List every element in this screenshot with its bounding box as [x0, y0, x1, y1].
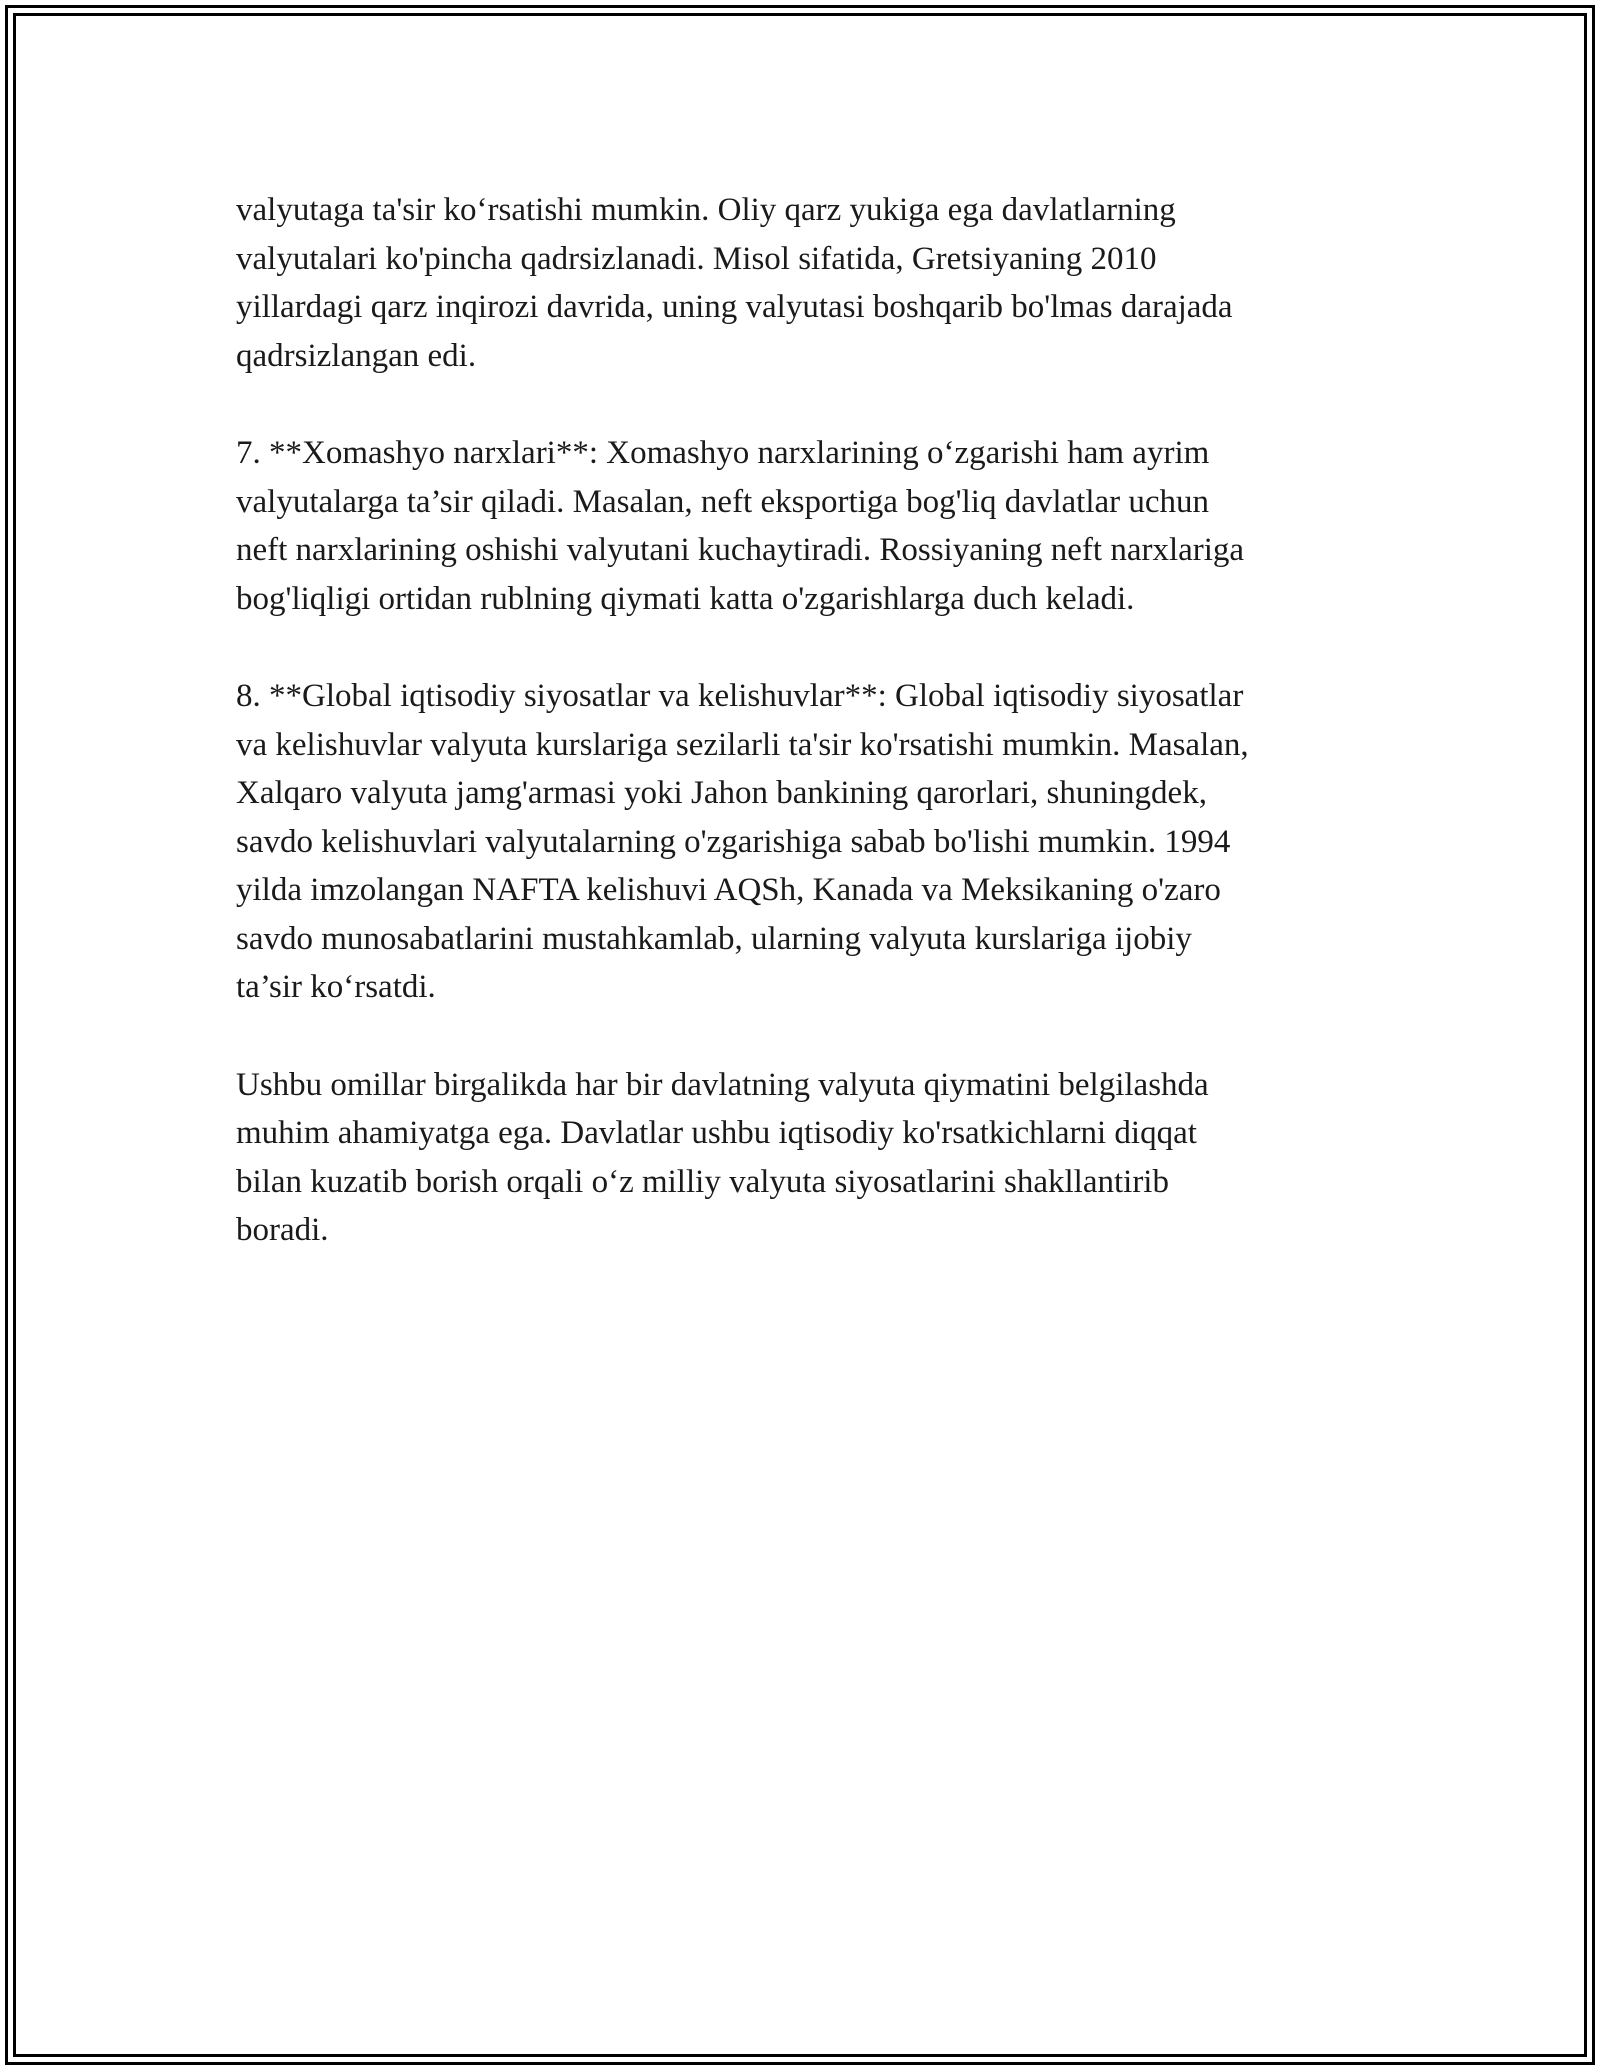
paragraph-global-policies: 8. **Global iqtisodiy siyosatlar va kelishuvlar**: Global iqtisodiy siyosatlar va kelishuvlar valyuta kurslariga sezilarli ta'sir ko'rsatishi mumkin. Masalan, Xalqaro valyuta jamg'armasi yoki Jahon bankining qarorlari, shuningdek, savdo kelishuvlari valyutalarning o'zgarishiga sabab bo'lishi mumkin. 1994 yilda imzolangan NAFTA kelishuvi AQSh, Kanada va Meksikaning o'zaro savdo munosabatlarini mustahkamlab, ularning valyuta kurslariga ijobiy ta’sir ko‘rsatdi.	[236, 678, 1249, 1005]
document-body	[236, 186, 1376, 1304]
paragraph-debt-continuation: valyutaga ta'sir ko‘rsatishi mumkin. Oliy qarz yukiga ega davlatlarning valyutalari ko'pincha qadrsizlanadi. Misol sifatida, Gretsiyaning 2010 yillardagi qarz inqirozi davrida, uning valyutasi boshqarib bo'lmas darajada qadrsizlangan edi.	[236, 192, 1233, 374]
paragraph-conclusion: Ushbu omillar birgalikda har bir davlatning valyuta qiymatini belgilashda muhim ahamiyatga ega. Davlatlar ushbu iqtisodiy ko'rsatkichlarni diqqat bilan kuzatib borish orqali o‘z milliy valyuta siyosatlarini shakllantirib boradi.	[236, 1066, 1209, 1248]
paragraph-commodity-prices: 7. **Xomashyo narxlari**: Xomashyo narxlarining o‘zgarishi ham ayrim valyutalarga ta’sir qiladi. Masalan, neft eksportiga bog'liq davlatlar uchun neft narxlarining oshishi valyutani kuchaytiradi. Rossiyaning neft narxlariga bog'liqligi ortidan rublning qiymati katta o'zgarishlarga duch keladi.	[236, 435, 1245, 617]
